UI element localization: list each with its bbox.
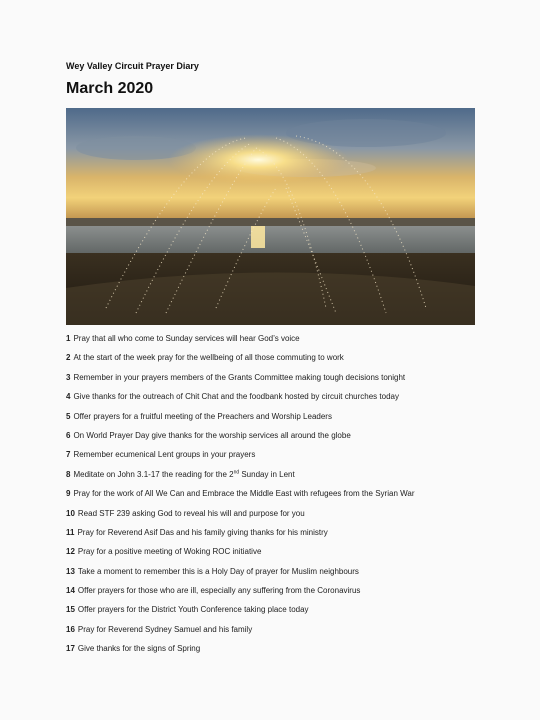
- prayer-entries: [66, 333, 486, 663]
- entry-text: Remember ecumenical Lent groups in your prayers: [73, 450, 256, 460]
- entry-text: On World Prayer Day give thanks for the worship services all around the globe: [73, 430, 351, 440]
- entry-text: Take a moment to remember this is a Holy Day of prayer for Muslim neighbours: [77, 566, 359, 576]
- entry-number: 8: [66, 469, 71, 479]
- month-title: March 2020: [66, 80, 154, 97]
- list-item: [66, 643, 486, 662]
- entry-number: 12: [66, 547, 75, 557]
- entry-number: 1: [66, 334, 71, 343]
- list-item: [66, 430, 486, 449]
- entry-text: Read STF 239 asking God to reveal his will and purpose for you: [77, 508, 305, 518]
- entry-number: 7: [66, 450, 71, 460]
- entry-number: 11: [66, 527, 75, 537]
- list-item: [66, 527, 486, 546]
- list-item: [66, 546, 486, 565]
- list-item: [66, 411, 486, 430]
- entry-number: 17: [66, 644, 75, 654]
- entry-number: 15: [66, 605, 75, 615]
- list-item: [66, 566, 486, 585]
- list-item: [66, 624, 486, 643]
- entry-number: 4: [66, 392, 71, 402]
- entry-text: Pray for a positive meeting of Woking ROC initiative: [77, 547, 262, 557]
- entry-text: Offer prayers for a fruitful meeting of the Preachers and Worship Leaders: [73, 411, 332, 421]
- list-item: [66, 585, 486, 604]
- ordinal-suffix: nd: [233, 469, 240, 476]
- sunset-fountain-photo: [66, 108, 475, 325]
- entry-number: 13: [66, 566, 75, 576]
- entry-text: Remember in your prayers members of the Grants Committee making tough decisions tonight: [73, 372, 406, 382]
- entry-text: At the start of the week pray for the wellbeing of all those commuting to work: [73, 353, 344, 363]
- list-item: [66, 352, 486, 371]
- entry-number: 2: [66, 353, 71, 363]
- entry-number: 14: [66, 586, 75, 596]
- entry-text: Pray for the work of All We Can and Embrace the Middle East with refugees from the Syrian War: [73, 489, 415, 499]
- list-item: [66, 372, 486, 391]
- entry-number: 6: [66, 430, 71, 440]
- entry-text: Pray for Reverend Sydney Samuel and his family: [77, 624, 253, 634]
- list-item: [66, 333, 486, 352]
- entry-text: Pray that all who come to Sunday services will hear God’s voice: [73, 334, 300, 343]
- entry-text: Give thanks for the signs of Spring: [77, 644, 201, 654]
- diary-header: Wey Valley Circuit Prayer Diary: [66, 61, 199, 71]
- list-item: [66, 469, 486, 488]
- entry-text: Offer prayers for those who are ill, especially any suffering from the Coronavirus: [77, 586, 361, 596]
- entry-number: 3: [66, 372, 71, 382]
- entry-number: 9: [66, 489, 71, 499]
- list-item: [66, 604, 486, 623]
- entry-text-after: Sunday in Lent: [239, 469, 295, 479]
- entry-number: 10: [66, 508, 75, 518]
- entry-text: Give thanks for the outreach of Chit Chat and the foodbank hosted by circuit churches today: [73, 392, 399, 402]
- list-item: [66, 449, 486, 468]
- entry-text: Pray for Reverend Asif Das and his family giving thanks for his ministry: [77, 527, 328, 537]
- entry-text: Offer prayers for the District Youth Conference taking place today: [77, 605, 309, 615]
- list-item: [66, 488, 486, 507]
- list-item: [66, 508, 486, 527]
- entry-text: Meditate on John 3.1-17 the reading for the 2: [73, 469, 234, 479]
- entry-number: 5: [66, 411, 71, 421]
- entry-number: 16: [66, 624, 75, 634]
- list-item: [66, 391, 486, 410]
- photo-illustration: [66, 108, 475, 325]
